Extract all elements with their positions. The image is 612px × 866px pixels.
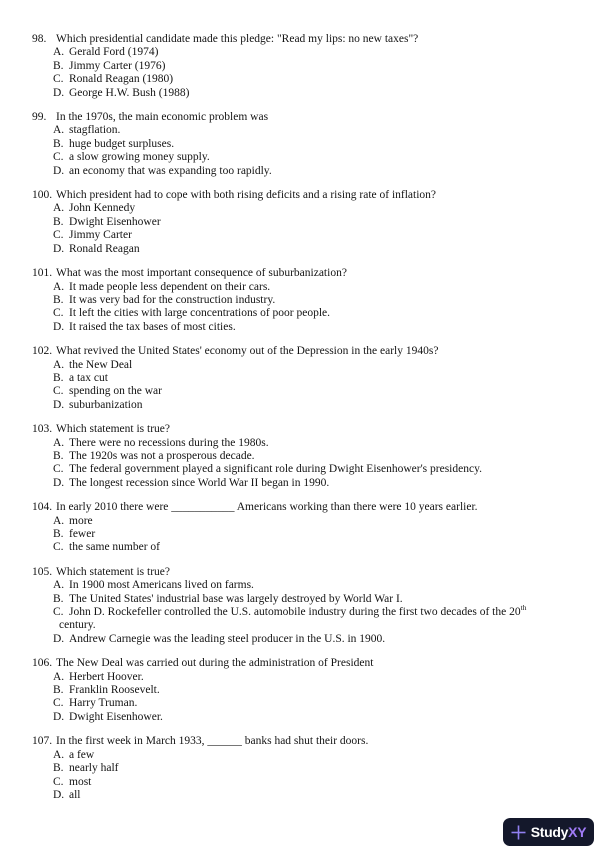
option-letter: A. <box>53 514 65 527</box>
option-text-wrap <box>69 684 160 697</box>
option-text: It made people less dependent on their cars. <box>69 280 271 293</box>
question-text: In early 2010 there were ___________ Americans working than there were 10 years earlier. <box>56 501 478 514</box>
option-text-wrap <box>69 359 132 372</box>
option-text-wrap <box>69 372 108 385</box>
option-letter: A. <box>53 202 65 215</box>
option-text: It was very bad for the construction industry. <box>69 293 276 306</box>
option-letter: D. <box>53 242 65 255</box>
option-text-wrap <box>69 463 482 476</box>
option-letter: D. <box>53 476 65 489</box>
option-row <box>32 294 598 307</box>
option-text-wrap <box>69 515 93 528</box>
option-row <box>32 385 598 398</box>
option-row <box>32 46 598 59</box>
option-text-wrap <box>69 165 272 178</box>
logo-text <box>531 824 586 840</box>
option-text: The federal government played a significant role during Dwight Eisenhower's presidency. <box>69 463 482 476</box>
question-block <box>32 267 598 334</box>
option-row <box>32 633 598 646</box>
option-text-wrap <box>69 385 162 398</box>
option-text-wrap <box>69 762 119 775</box>
option-row <box>32 541 598 554</box>
option-letter: A. <box>53 579 65 592</box>
option-text-wrap <box>69 321 236 334</box>
option-row <box>32 762 598 775</box>
option-letter: B. <box>53 59 64 72</box>
option-letter: C. <box>53 229 64 242</box>
option-letter: C. <box>53 151 64 164</box>
question-number: 103. <box>32 423 53 436</box>
option-text: huge budget surpluses. <box>69 137 175 150</box>
option-text-wrap <box>69 124 120 137</box>
option-row <box>32 281 598 294</box>
option-text-wrap <box>69 229 132 242</box>
option-text-wrap <box>69 87 189 100</box>
option-row <box>32 60 598 73</box>
option-row <box>32 515 598 528</box>
option-text-wrap <box>69 437 269 450</box>
option-text-wrap <box>69 399 142 412</box>
option-letter: A. <box>53 436 65 449</box>
option-text-wrap <box>69 789 81 802</box>
option-text-wrap <box>69 541 160 554</box>
option-letter: A. <box>53 358 65 371</box>
option-row <box>32 124 598 137</box>
option-row <box>32 711 598 724</box>
option-row <box>32 307 598 320</box>
option-text-wrap <box>69 138 174 151</box>
option-row <box>32 321 598 334</box>
option-letter: C. <box>53 73 64 86</box>
option-letter: B. <box>53 137 64 150</box>
option-row <box>32 216 598 229</box>
question-block <box>32 657 598 724</box>
option-text: It raised the tax bases of most cities. <box>69 320 236 333</box>
option-text-wrap <box>69 477 329 490</box>
question-number: 99. <box>32 111 47 124</box>
option-row <box>32 87 598 100</box>
option-letter: B. <box>53 449 64 462</box>
question-line <box>32 735 598 748</box>
option-row <box>32 229 598 242</box>
questions-list <box>32 33 598 802</box>
option-text: Jimmy Carter (1976) <box>69 59 166 72</box>
option-text: the New Deal <box>69 358 133 371</box>
logo-xy: XY <box>568 824 587 840</box>
option-text: most <box>69 775 92 788</box>
option-text: The 1920s was not a prosperous decade. <box>69 449 255 462</box>
plus-icon <box>511 825 526 840</box>
question-block <box>32 735 598 802</box>
option-text: the same number of <box>69 541 161 554</box>
option-text-wrap <box>69 450 255 463</box>
option-text-wrap <box>69 281 270 294</box>
option-text: It left the cities with large concentrations of poor people. <box>69 307 331 320</box>
question-number: 107. <box>32 735 53 748</box>
option-text-wrap <box>69 528 95 541</box>
question-block <box>32 345 598 412</box>
question-number: 102. <box>32 345 53 358</box>
question-number: 106. <box>32 657 53 670</box>
option-letter: B. <box>53 592 64 605</box>
question-line <box>32 657 598 670</box>
option-letter: D. <box>53 86 65 99</box>
option-row <box>32 243 598 256</box>
option-text: Franklin Roosevelt. <box>69 684 160 697</box>
option-text-wrap <box>69 633 385 646</box>
option-letter: B. <box>53 684 64 697</box>
option-text: George H.W. Bush (1988) <box>69 86 190 99</box>
option-row <box>32 165 598 178</box>
option-text: In 1900 most Americans lived on farms. <box>69 579 254 592</box>
question-text: What was the most important consequence of suburbanization? <box>56 267 347 280</box>
option-text: The longest recession since World War II began in 1990. <box>69 476 330 489</box>
option-letter: D. <box>53 164 65 177</box>
option-text: Dwight Eisenhower. <box>69 710 163 723</box>
option-letter: C. <box>53 606 64 619</box>
option-row <box>32 359 598 372</box>
option-text: John D. Rockefeller controlled the U.S. automobile industry during the first two decades of the 20 <box>69 606 521 619</box>
question-block <box>32 111 598 178</box>
question-text: Which presidential candidate made this pledge: "Read my lips: no new taxes"? <box>56 33 419 45</box>
option-text: Jimmy Carter <box>69 229 132 242</box>
option-text-wrap <box>69 593 403 606</box>
option-letter: C. <box>53 775 64 788</box>
option-row <box>32 450 598 463</box>
option-row <box>32 528 598 541</box>
question-line <box>32 345 598 358</box>
option-text: nearly half <box>69 762 119 775</box>
question-text: In the first week in March 1933, ______ banks had shut their doors. <box>56 735 369 748</box>
option-row <box>32 603 598 619</box>
option-row <box>32 463 598 476</box>
option-text-wrap <box>69 216 161 229</box>
option-row <box>32 437 598 450</box>
question-text: What revived the United States' economy out of the Depression in the early 1940s? <box>56 345 439 358</box>
question-text: The New Deal was carried out during the administration of President <box>56 657 374 670</box>
question-line <box>32 501 598 514</box>
option-text: more <box>69 514 93 527</box>
studyxy-badge <box>503 818 594 846</box>
option-text-wrap <box>69 243 140 256</box>
question-number: 104. <box>32 501 53 514</box>
option-letter: B. <box>53 762 64 775</box>
option-text-wrap <box>69 749 94 762</box>
option-text-wrap <box>69 711 163 724</box>
question-text: Which president had to cope with both rising deficits and a rising rate of inflation? <box>56 189 437 202</box>
option-text: Harry Truman. <box>69 697 138 710</box>
option-text: There were no recessions during the 1980s. <box>69 436 269 449</box>
question-line <box>32 189 598 202</box>
option-text-superscript: th <box>520 603 527 613</box>
question-text: Which statement is true? <box>56 423 171 436</box>
option-letter: D. <box>53 788 65 801</box>
question-block <box>32 501 598 555</box>
option-letter: B. <box>53 215 64 228</box>
option-row <box>32 671 598 684</box>
option-row <box>32 399 598 412</box>
option-text: a tax cut <box>69 371 108 384</box>
question-line <box>32 566 598 579</box>
option-text: stagflation. <box>69 124 121 137</box>
option-letter: B. <box>53 371 64 384</box>
option-row <box>32 749 598 762</box>
option-text: Herbert Hoover. <box>69 670 144 683</box>
option-letter: B. <box>53 293 64 306</box>
option-continuation-line: century. <box>59 619 96 632</box>
option-text: Ronald Reagan <box>69 242 140 255</box>
option-letter: D. <box>53 398 65 411</box>
option-letter: C. <box>53 463 64 476</box>
option-letter: D. <box>53 710 65 723</box>
option-text: Ronald Reagan (1980) <box>69 73 174 86</box>
option-text-wrap <box>69 776 91 789</box>
option-row <box>32 789 598 802</box>
option-row <box>32 202 598 215</box>
option-text: spending on the war <box>69 385 162 398</box>
option-letter: D. <box>53 632 65 645</box>
option-text-wrap <box>69 46 158 59</box>
option-text-wrap <box>69 73 173 86</box>
option-letter: C. <box>53 541 64 554</box>
option-letter: C. <box>53 385 64 398</box>
question-text: In the 1970s, the main economic problem was <box>56 111 269 124</box>
question-number: 100. <box>32 189 53 202</box>
option-text-wrap <box>69 697 137 710</box>
question-block <box>32 423 598 490</box>
option-text-wrap <box>69 202 135 215</box>
option-text: an economy that was expanding too rapidly. <box>69 164 272 177</box>
option-row <box>32 684 598 697</box>
option-text-wrap <box>69 579 254 592</box>
option-text: John Kennedy <box>69 202 136 215</box>
option-row <box>32 776 598 789</box>
option-row <box>32 697 598 710</box>
logo-study: Study <box>530 824 569 840</box>
option-text: Dwight Eisenhower <box>69 215 161 228</box>
option-row <box>32 593 598 606</box>
question-number: 101. <box>32 267 53 280</box>
question-text: Which statement is true? <box>56 565 171 578</box>
question-line <box>32 267 598 280</box>
option-letter: A. <box>53 46 65 59</box>
option-text: a slow growing money supply. <box>69 151 210 164</box>
option-text-wrap <box>69 307 330 320</box>
option-row <box>32 372 598 385</box>
option-letter: B. <box>53 528 64 540</box>
question-line <box>32 423 598 436</box>
option-text: fewer <box>69 528 96 540</box>
question-number: 98. <box>32 33 47 45</box>
option-text-wrap <box>69 603 527 619</box>
question-block <box>32 33 598 100</box>
option-text: Andrew Carnegie was the leading steel producer in the U.S. in 1900. <box>69 632 386 645</box>
option-text: all <box>69 788 81 801</box>
option-letter: A. <box>53 748 65 761</box>
question-block <box>32 566 598 646</box>
option-text-wrap <box>69 294 275 307</box>
option-letter: C. <box>53 307 64 320</box>
option-letter: A. <box>53 670 65 683</box>
option-letter: A. <box>53 280 65 293</box>
question-number: 105. <box>32 565 53 578</box>
option-row <box>32 138 598 151</box>
option-text-wrap <box>69 151 210 164</box>
option-text: a few <box>69 748 95 761</box>
option-row <box>32 73 598 86</box>
option-letter: A. <box>53 124 65 137</box>
option-text-wrap <box>69 60 165 73</box>
question-line <box>32 111 598 124</box>
option-row <box>32 477 598 490</box>
option-letter: D. <box>53 320 65 333</box>
question-line <box>32 33 598 46</box>
option-text-wrap <box>69 671 144 684</box>
option-text: Gerald Ford (1974) <box>69 46 159 59</box>
option-letter: C. <box>53 697 64 710</box>
question-block <box>32 189 598 256</box>
option-row <box>32 151 598 164</box>
option-text: suburbanization <box>69 398 143 411</box>
option-row <box>32 579 598 592</box>
option-text: The United States' industrial base was largely destroyed by World War I. <box>69 592 403 605</box>
